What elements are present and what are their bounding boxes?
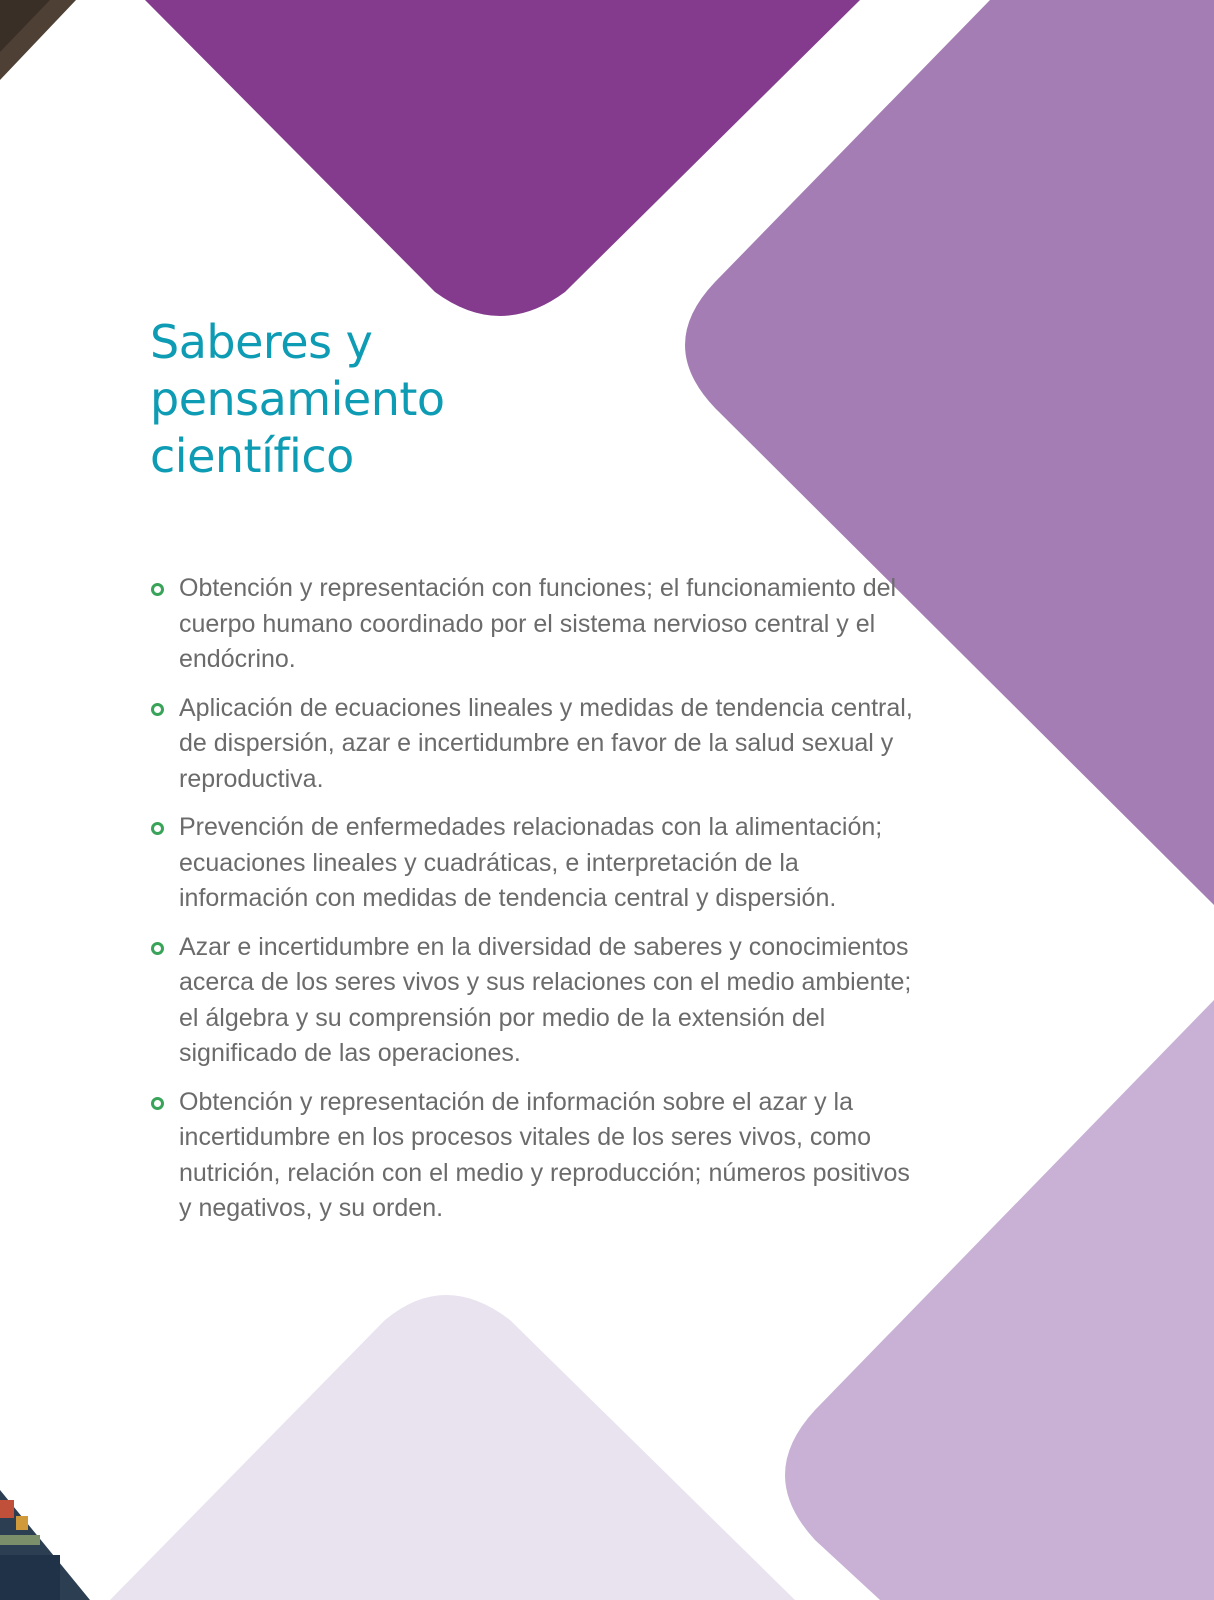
list-item-text: Aplicación de ecuaciones lineales y medidas de tendencia central, de dispersión, azar e incertidumbre en favor de la salud sexual y reproductiva. <box>179 693 913 793</box>
title-line: científico <box>150 429 354 483</box>
photo-corner-detail-c <box>0 1535 40 1545</box>
photo-corner-detail-b <box>16 1516 28 1530</box>
list-item-text: Azar e incertidumbre en la diversidad de saberes y conocimientos acerca de los seres vivos y sus relaciones con el medio ambiente; el álgebra y su comprensión por medio de la extensión del significado de las operaciones. <box>179 932 912 1067</box>
list-item-text: Prevención de enfermedades relacionadas con la alimentación; ecuaciones lineales y cuadráticas, e interpretación de la información con medidas de tendencia central y dispersión. <box>179 813 883 912</box>
list-item-text: Obtención y representación con funciones; el funcionamiento del cuerpo humano coordinado por el sistema nervioso central y el endócrino. <box>179 574 897 673</box>
page-title <box>150 314 445 485</box>
bullet-icon <box>151 822 164 835</box>
bullet-icon <box>151 583 164 596</box>
list-item <box>148 571 918 678</box>
title-line: pensamiento <box>150 372 445 426</box>
list-item <box>148 1085 918 1227</box>
list-item-text: Obtención y representación de información sobre el azar y la incertidumbre en los procesos vitales de los seres vivos, como nutrición, relación con el medio y reproducción; números positivos y negativos, y su orden. <box>179 1087 910 1222</box>
list-item <box>148 810 918 917</box>
bullet-icon <box>151 1097 164 1110</box>
list-item <box>148 930 918 1072</box>
bullet-icon <box>151 942 164 955</box>
photo-corner-detail-a <box>0 1500 14 1518</box>
pale-purple-diamond <box>110 1295 795 1600</box>
photo-corner-detail-d <box>0 1555 60 1600</box>
bullet-list <box>148 571 918 1240</box>
title-line: Saberes y <box>150 315 373 369</box>
bullet-icon <box>151 703 164 716</box>
list-item <box>148 691 918 798</box>
